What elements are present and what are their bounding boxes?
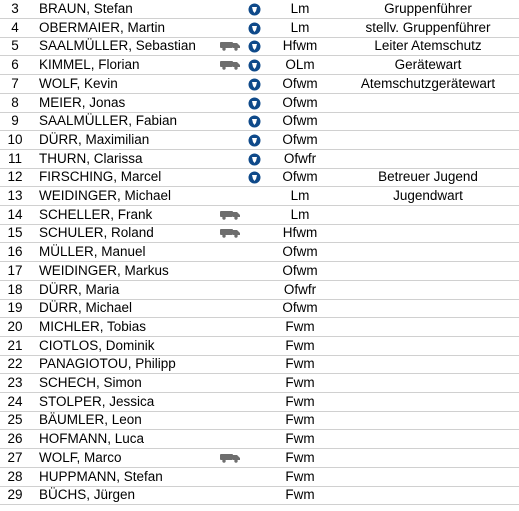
row-number: 13 (7, 188, 23, 203)
member-rank: Hfwm (282, 38, 318, 54)
member-name: CIOTLOS, Dominik (39, 337, 155, 353)
member-function (344, 262, 512, 280)
member-name: KIMMEL, Florian (39, 57, 140, 73)
table-row (0, 19, 519, 37)
breathing-protection-shield-icon (245, 134, 263, 147)
breathing-protection-shield-icon (245, 97, 263, 110)
row-number: 18 (7, 281, 23, 297)
member-name: MICHLER, Tobias (39, 318, 147, 334)
member-name: SCHELLER, Frank (39, 206, 153, 222)
truck-icon-slot (217, 168, 243, 186)
truck-icon-slot (217, 206, 243, 224)
member-name: PANAGIOTOU, Philipp (39, 356, 176, 372)
member-name: BRAUN, Stefan (39, 1, 133, 16)
row-number: 28 (7, 468, 23, 484)
member-function: Gerätewart (394, 57, 462, 73)
shield-icon-slot (245, 131, 263, 149)
truck-icon (217, 209, 243, 220)
member-rank: Fwm (285, 487, 315, 503)
breathing-protection-shield-icon (245, 22, 263, 35)
truck-icon-slot (217, 449, 243, 467)
truck-icon (217, 227, 243, 238)
truck-icon-slot (217, 355, 243, 373)
truck-icon-slot (217, 37, 243, 55)
shield-icon-slot (245, 281, 263, 299)
member-rank: Fwm (285, 318, 315, 334)
member-function (344, 486, 512, 504)
row-number: 17 (7, 262, 23, 278)
member-name: OBERMAIER, Martin (39, 19, 166, 35)
member-name: STOLPER, Jessica (39, 393, 155, 409)
truck-icon-slot (217, 393, 243, 411)
truck-icon-slot (217, 112, 243, 130)
table-row (0, 430, 519, 448)
member-function (344, 281, 512, 299)
member-name: DÜRR, Maria (39, 281, 120, 297)
shield-icon-slot (245, 411, 263, 429)
member-rank: Fwm (285, 356, 315, 372)
shield-icon-slot (245, 94, 263, 112)
shield-icon-slot (245, 150, 263, 168)
table-row (0, 468, 519, 486)
member-name: BÄUMLER, Leon (39, 412, 142, 428)
member-name: WEIDINGER, Michael (39, 188, 172, 203)
truck-icon-slot (217, 468, 243, 486)
table-row (0, 299, 519, 317)
member-name: DÜRR, Michael (39, 300, 133, 316)
shield-icon-slot (245, 318, 263, 336)
member-function (344, 206, 512, 224)
shield-icon-slot (245, 112, 263, 130)
row-number: 4 (11, 19, 19, 35)
table-row (0, 150, 519, 168)
row-number: 9 (11, 113, 19, 129)
truck-icon-slot (217, 281, 243, 299)
row-number: 21 (7, 337, 23, 353)
member-function: Atemschutzgerätewart (360, 75, 496, 91)
row-number: 11 (7, 150, 22, 166)
member-rank: Fwm (285, 393, 315, 409)
breathing-protection-shield-icon (245, 59, 263, 72)
shield-icon-slot (245, 355, 263, 373)
member-name: THURN, Clarissa (39, 150, 143, 166)
member-function (344, 131, 512, 149)
table-row (0, 56, 519, 74)
table-row (0, 411, 519, 429)
shield-icon-slot (245, 19, 263, 37)
row-number: 29 (7, 487, 23, 503)
shield-icon-slot (245, 224, 263, 242)
member-rank: Lm (290, 19, 310, 35)
truck-icon-slot (217, 0, 243, 18)
shield-icon-slot (245, 187, 263, 205)
truck-icon-slot (217, 94, 243, 112)
member-name: SCHECH, Simon (39, 375, 142, 390)
member-function (344, 355, 512, 373)
truck-icon-slot (217, 224, 243, 242)
member-name: MÜLLER, Manuel (39, 244, 146, 260)
member-rank: Lm (290, 188, 310, 203)
member-name: SCHULER, Roland (39, 225, 154, 241)
member-function (344, 150, 512, 168)
breathing-protection-shield-icon (245, 78, 263, 91)
shield-icon-slot (245, 243, 263, 261)
truck-icon (217, 59, 243, 70)
shield-icon-slot (245, 299, 263, 317)
table-row (0, 243, 519, 261)
member-function: stellv. Gruppenführer (365, 19, 491, 35)
member-name: WEIDINGER, Markus (39, 262, 169, 278)
row-number: 25 (7, 412, 23, 428)
shield-icon-slot (245, 430, 263, 448)
table-row (0, 449, 519, 467)
row-number: 23 (7, 375, 23, 390)
breathing-protection-shield-icon (245, 171, 263, 184)
table-row (0, 187, 519, 205)
member-name: SAALMÜLLER, Fabian (39, 113, 178, 129)
row-number: 12 (7, 169, 23, 185)
member-rank: Fwm (285, 468, 315, 484)
truck-icon (217, 40, 243, 51)
member-function: Gruppenführer (384, 1, 472, 16)
truck-icon-slot (217, 299, 243, 317)
member-rank: Fwm (285, 431, 315, 447)
table-row (0, 281, 519, 299)
member-function (344, 318, 512, 336)
member-rank: Hfwm (282, 225, 318, 241)
member-rank: Lm (290, 1, 310, 16)
table-row (0, 206, 519, 224)
member-rank: Fwm (285, 375, 315, 390)
row-number: 15 (7, 225, 23, 241)
shield-icon-slot (245, 337, 263, 355)
truck-icon-slot (217, 374, 243, 392)
shield-icon-slot (245, 486, 263, 504)
member-name: DÜRR, Maximilian (39, 131, 150, 147)
truck-icon-slot (217, 131, 243, 149)
member-rank: Ofwm (282, 300, 318, 316)
member-function (344, 430, 512, 448)
truck-icon-slot (217, 187, 243, 205)
row-number: 24 (7, 393, 23, 409)
truck-icon-slot (217, 75, 243, 93)
member-function (344, 449, 512, 467)
member-rank: Ofwm (282, 113, 318, 129)
row-number: 19 (7, 300, 23, 316)
truck-icon-slot (217, 243, 243, 261)
member-rank: Fwm (285, 412, 315, 428)
shield-icon-slot (245, 262, 263, 280)
row-number: 5 (11, 38, 19, 54)
member-rank: OLm (285, 57, 315, 73)
member-function (344, 393, 512, 411)
member-rank: Ofwm (282, 244, 318, 260)
member-function: Jugendwart (393, 188, 463, 203)
member-name: MEIER, Jonas (39, 94, 126, 110)
shield-icon-slot (245, 168, 263, 186)
row-number: 6 (11, 57, 19, 73)
shield-icon-slot (245, 206, 263, 224)
truck-icon (217, 452, 243, 463)
member-name: FIRSCHING, Marcel (39, 169, 162, 185)
member-rank: Ofwm (282, 262, 318, 278)
shield-icon-slot (245, 0, 263, 18)
member-name: HUPPMANN, Stefan (39, 468, 163, 484)
member-function (344, 468, 512, 486)
table-row (0, 393, 519, 411)
truck-icon-slot (217, 262, 243, 280)
table-row (0, 0, 519, 18)
truck-icon-slot (217, 150, 243, 168)
member-rank: Lm (290, 206, 310, 222)
shield-icon-slot (245, 468, 263, 486)
table-row (0, 112, 519, 130)
member-rank: Fwm (285, 337, 315, 353)
row-number: 20 (7, 318, 23, 334)
table-row (0, 318, 519, 336)
row-number: 10 (7, 131, 23, 147)
row-number: 3 (11, 1, 19, 16)
member-function: Leiter Atemschutz (374, 38, 482, 54)
row-number: 22 (7, 356, 23, 372)
table-row (0, 355, 519, 373)
member-function (344, 112, 512, 130)
member-rank: Fwm (285, 449, 315, 465)
member-function (344, 337, 512, 355)
table-row (0, 37, 519, 55)
member-rank: Ofwm (282, 131, 318, 147)
member-rank: Ofwfr (283, 150, 317, 166)
breathing-protection-shield-icon (245, 153, 263, 166)
shield-icon-slot (245, 75, 263, 93)
row-number: 16 (7, 244, 23, 260)
table-row (0, 75, 519, 93)
member-function: Betreuer Jugend (378, 169, 478, 185)
table-row (0, 168, 519, 186)
member-rank: Ofwfr (283, 281, 317, 297)
member-name: HOFMANN, Luca (39, 431, 145, 447)
truck-icon-slot (217, 19, 243, 37)
table-row (0, 224, 519, 242)
member-name: WOLF, Marco (39, 449, 122, 465)
member-function (344, 224, 512, 242)
member-name: SAALMÜLLER, Sebastian (39, 38, 196, 54)
member-function (344, 299, 512, 317)
table-row (0, 262, 519, 280)
shield-icon-slot (245, 393, 263, 411)
shield-icon-slot (245, 56, 263, 74)
row-number: 8 (11, 94, 19, 110)
member-rank: Ofwm (282, 94, 318, 110)
table-row (0, 94, 519, 112)
member-name: BÜCHS, Jürgen (39, 487, 136, 503)
table-row (0, 337, 519, 355)
member-function (344, 243, 512, 261)
truck-icon-slot (217, 430, 243, 448)
truck-icon-slot (217, 318, 243, 336)
truck-icon-slot (217, 337, 243, 355)
shield-icon-slot (245, 37, 263, 55)
member-rank: Ofwm (282, 169, 318, 185)
member-function (344, 94, 512, 112)
table-row (0, 374, 519, 392)
shield-icon-slot (245, 374, 263, 392)
member-rank: Ofwm (282, 75, 318, 91)
truck-icon-slot (217, 486, 243, 504)
row-number: 26 (7, 431, 23, 447)
member-function (344, 411, 512, 429)
row-number: 7 (11, 75, 19, 91)
breathing-protection-shield-icon (245, 40, 263, 53)
truck-icon-slot (217, 411, 243, 429)
shield-icon-slot (245, 449, 263, 467)
row-number: 14 (7, 206, 23, 222)
truck-icon-slot (217, 56, 243, 74)
member-name: WOLF, Kevin (39, 75, 118, 91)
row-number: 27 (7, 449, 23, 465)
breathing-protection-shield-icon (245, 3, 263, 16)
table-row (0, 486, 519, 504)
member-function (344, 374, 512, 392)
table-row (0, 131, 519, 149)
breathing-protection-shield-icon (245, 115, 263, 128)
